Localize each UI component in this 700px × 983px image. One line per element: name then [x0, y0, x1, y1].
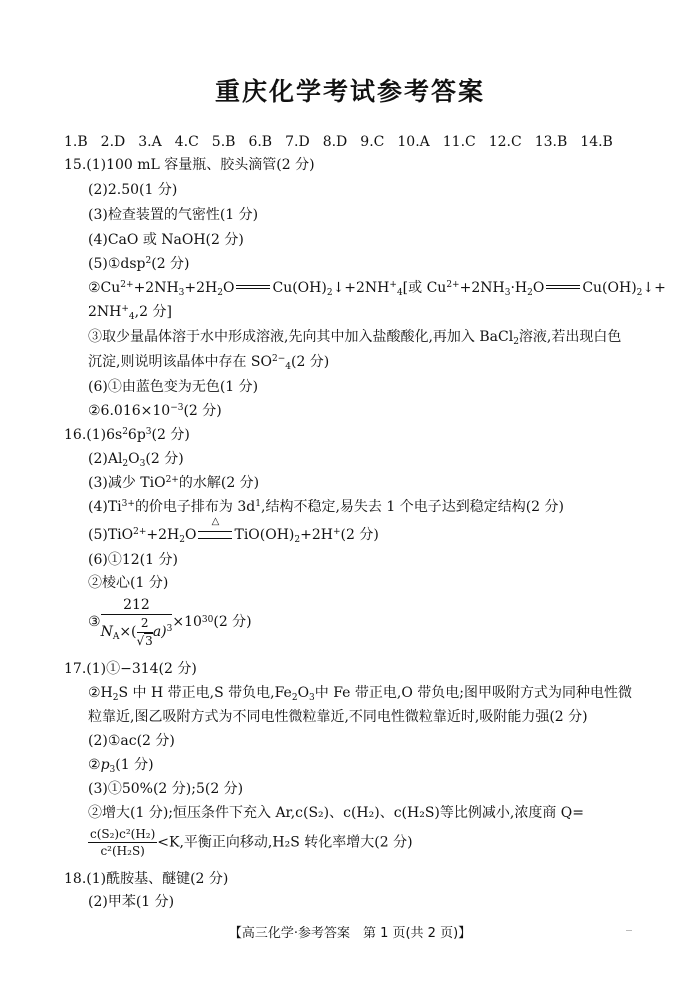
fraction-denominator	[101, 615, 173, 647]
inner-fraction	[137, 617, 153, 647]
sup: 2+	[133, 527, 147, 537]
q17-part1-2-cont: 粒靠近,图乙吸附方式为不同电性微粒靠近,不同电性微粒靠近时,吸附能力强(2 分)	[88, 709, 588, 725]
text: [或 Cu	[402, 280, 447, 296]
sub: 4	[128, 312, 135, 322]
q16-part5	[88, 516, 379, 545]
heat-symbol: △	[211, 516, 220, 527]
q17-part2-2	[88, 757, 154, 775]
text: (2 分)	[290, 354, 330, 370]
sub: 3	[109, 765, 116, 775]
text: ×10	[172, 614, 202, 631]
text: 沉淀,则说明该晶体中存在 SO	[88, 354, 272, 370]
mc-answer: 12.C	[488, 134, 522, 150]
q16-part3	[88, 476, 259, 490]
sup: 2	[122, 427, 128, 437]
text: (2 分)	[151, 427, 190, 443]
text: TiO(OH)	[234, 527, 295, 543]
q15-part2: (2)2.50(1 分)	[88, 182, 178, 198]
sup: 30	[201, 614, 214, 625]
text: (5)TiO	[88, 527, 134, 543]
mc-answer: 5.B	[211, 134, 236, 150]
sub: 2	[636, 288, 643, 298]
sup: −3	[170, 403, 184, 413]
text: 2NH	[88, 304, 122, 320]
q15-part6-2	[88, 404, 222, 418]
q16-part2	[88, 451, 184, 469]
q16-density-formula	[88, 598, 252, 648]
mc-answer: 4.C	[174, 134, 199, 150]
mc-answer: 7.D	[285, 134, 310, 150]
text: ·H	[510, 280, 528, 296]
q17-quotient-formula	[88, 828, 413, 858]
text: 的价电子排布为 3d	[134, 499, 256, 515]
text: (4)Ti	[88, 499, 122, 515]
quotient-fraction	[88, 828, 157, 858]
text: 6p	[127, 427, 146, 443]
text: <K,平衡正向移动,H₂S 转化率增大(2 分)	[157, 834, 413, 851]
sub: 4	[285, 362, 291, 372]
sub: 4	[396, 288, 403, 298]
sub: 2	[122, 459, 129, 469]
sup: +	[332, 527, 341, 537]
text: p	[100, 757, 110, 773]
text: a)	[152, 624, 167, 641]
density-fraction	[101, 598, 173, 648]
equals-sign	[236, 283, 270, 293]
text: N	[100, 624, 113, 641]
q17-part1-2	[88, 685, 633, 703]
q16-part1	[64, 428, 190, 442]
sup: 2+	[120, 280, 134, 290]
text: ②Cu	[88, 280, 121, 296]
text: (3)减少 TiO	[88, 475, 166, 491]
text: +2H	[300, 527, 333, 543]
multiple-choice-answers	[64, 134, 626, 150]
q16-part6-2: ②棱心(1 分)	[88, 575, 169, 591]
sup: 1	[255, 499, 261, 509]
mc-answer: 9.C	[360, 134, 385, 150]
page-title: 重庆化学考试参考答案	[214, 77, 485, 106]
q16-part6-1: (6)①12(1 分)	[88, 552, 178, 568]
sup: 2+	[446, 280, 460, 290]
text: (2 分)	[183, 403, 222, 419]
sub: 3	[504, 288, 511, 298]
q17-part2-1: (2)①ac(2 分)	[88, 733, 175, 749]
mc-answer: 6.B	[248, 134, 273, 150]
fraction-denominator: c²(H₂S)	[100, 844, 145, 859]
sub: 2	[294, 535, 301, 545]
q15-part5	[88, 257, 190, 271]
sup: 2+	[165, 475, 179, 485]
sup: 2−	[271, 354, 286, 364]
sup: 3+	[121, 499, 135, 509]
sub: 2	[326, 288, 333, 298]
q18-part1: 18.(1)酰胺基、醚键(2 分)	[64, 871, 229, 887]
q15-part4: (4)CaO 或 NaOH(2 分)	[88, 232, 244, 248]
text: 中 Fe 带正电,O 带负电;图甲吸附方式为同种电性微	[314, 685, 633, 701]
equals-sign	[546, 283, 580, 293]
sup: +	[389, 280, 397, 290]
text: 的水解(2 分)	[178, 475, 260, 491]
q15-part3: (3)检查装置的气密性(1 分)	[88, 207, 259, 223]
q15-part6-1: (6)①由蓝色变为无色(1 分)	[88, 379, 259, 395]
text: S 中 H 带正电,S 带负电,Fe	[118, 685, 292, 701]
sub: 3	[139, 459, 146, 469]
text: ↓+	[642, 280, 666, 296]
q15-part1: 15.(1)100 mL 容量瓶、胶头滴管(2 分)	[64, 157, 315, 173]
heat-reaction-arrow	[198, 516, 232, 539]
text: ↓+2NH	[332, 280, 390, 296]
text: (2 分)	[340, 527, 379, 543]
text: ③	[88, 614, 101, 631]
sup: 2	[145, 256, 152, 266]
text: 3	[145, 633, 153, 648]
q18-part2: (2)甲苯(1 分)	[88, 894, 175, 910]
q17-part3-2: ②增大(1 分);恒压条件下充入 Ar,c(S₂)、c(H₂)、c(H₂S)等比例减小,浓度商 Q=	[88, 805, 585, 821]
mc-answer: 14.B	[580, 134, 613, 150]
text: +2H	[146, 527, 180, 543]
sup: +	[121, 304, 129, 314]
text: (1 分)	[115, 757, 154, 773]
text: ②	[88, 757, 101, 773]
text: ②H	[88, 685, 113, 701]
q15-part5-3-line1	[88, 329, 622, 347]
text: O	[297, 685, 310, 701]
text: ,2 分]	[134, 304, 172, 320]
q17-part3-1: (3)①50%(2 分);5(2 分)	[88, 781, 244, 797]
mc-answer: 11.C	[442, 134, 476, 150]
double-line	[198, 531, 232, 539]
sub: 2	[513, 337, 519, 347]
sub: 2	[291, 693, 298, 703]
sup: 3	[166, 624, 173, 635]
text: 16.(1)6s	[64, 427, 123, 443]
q15-equation-line1	[88, 280, 666, 298]
text: O	[532, 280, 545, 296]
text: (2 分)	[151, 256, 190, 272]
q17-part1: 17.(1)①−314(2 分)	[64, 661, 197, 677]
text: (5)①dsp	[88, 256, 146, 272]
mc-answer: 1.B	[64, 134, 88, 150]
mc-answer: 3.A	[138, 134, 162, 150]
text: ×(	[119, 624, 137, 641]
mc-answer: 10.A	[397, 134, 430, 150]
sub: 3	[178, 288, 185, 298]
text: (2)Al	[88, 451, 123, 467]
text: O	[128, 451, 140, 467]
text: 溶液,若出现白色	[518, 329, 622, 345]
q16-part4	[88, 500, 564, 514]
sub: 3	[309, 693, 315, 703]
text: +2NH	[133, 280, 179, 296]
text: +2H	[184, 280, 218, 296]
text: Cu(OH)	[272, 280, 327, 296]
text: O	[223, 280, 235, 296]
fraction-numerator: 2	[137, 617, 153, 632]
fraction-numerator: 212	[101, 598, 173, 615]
mc-answer: 13.B	[534, 134, 568, 150]
mc-answer: 2.D	[100, 134, 126, 150]
corner-mark	[626, 930, 632, 931]
text: O	[185, 527, 197, 543]
q15-equation-line2	[88, 304, 172, 322]
sub: 2	[179, 535, 185, 545]
sup: 3	[145, 427, 152, 437]
fraction-numerator: c(S₂)c²(H₂)	[88, 828, 157, 843]
text: ②6.016×10	[88, 403, 171, 419]
text: Cu(OH)	[582, 280, 637, 296]
page-footer: 【高三化学·参考答案 第 1 页(共 2 页)】	[228, 926, 472, 941]
text: (2 分)	[145, 451, 184, 467]
mc-answer: 8.D	[322, 134, 348, 150]
q15-part5-3-line2	[88, 354, 330, 372]
sub: 2	[112, 693, 119, 703]
fraction-denominator: √3	[136, 633, 153, 648]
sub: 2	[527, 288, 533, 298]
text: +2NH	[459, 280, 505, 296]
sub: A	[112, 632, 120, 643]
sub: 2	[217, 288, 223, 298]
text: ③取少量晶体溶于水中形成溶液,先向其中加入盐酸酸化,再加入 BaCl	[88, 329, 514, 345]
text: (2 分)	[213, 614, 252, 631]
text: ,结构不稳定,易失去 1 个电子达到稳定结构(2 分)	[261, 499, 564, 515]
